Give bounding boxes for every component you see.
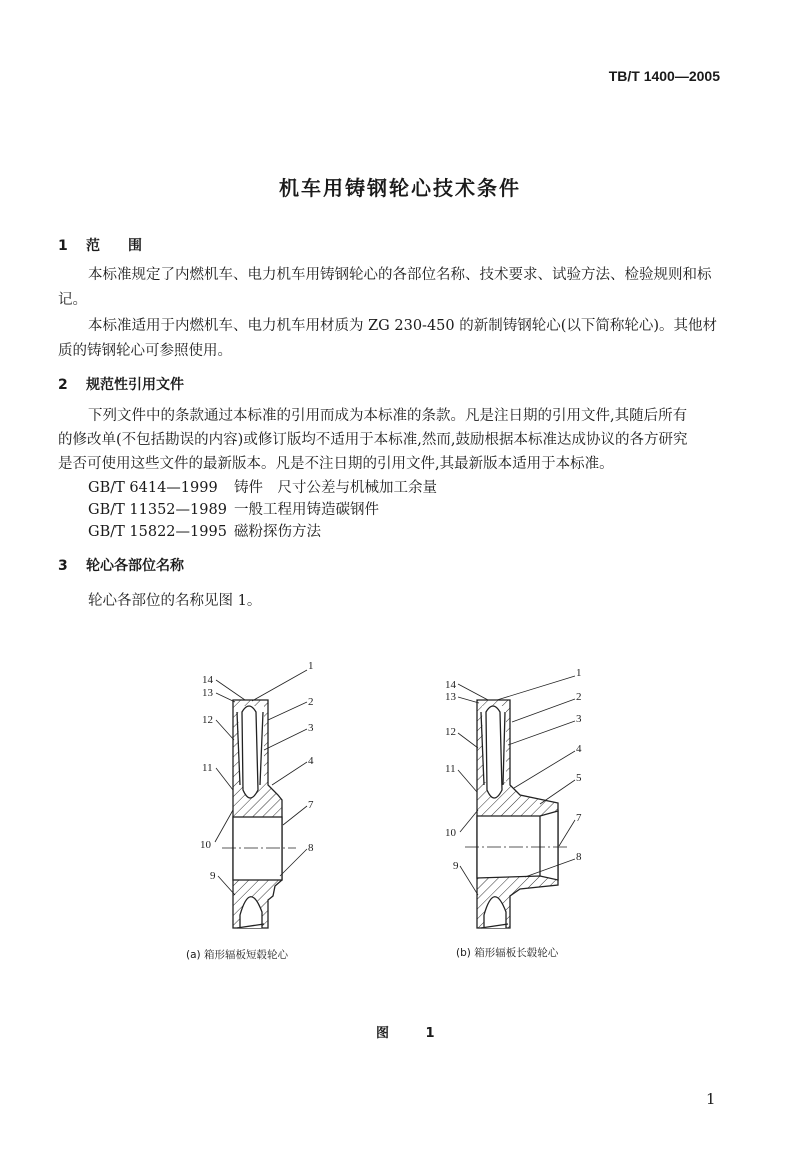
paragraph-line: 记。 (58, 292, 87, 308)
section-number: 1 (58, 238, 68, 254)
figure-a-caption: (a) 箱形辐板短毂轮心 (186, 949, 288, 961)
reference-code: GB/T 6414—1999 (88, 480, 218, 496)
part-label: 11 (445, 763, 456, 775)
paragraph-line: 是否可使用这些文件的最新版本。凡是不注日期的引用文件,其最新版本适用于本标准。 (58, 456, 614, 472)
part-label: 10 (445, 827, 456, 839)
part-label: 10 (200, 839, 211, 851)
wheel-center-b (465, 700, 570, 928)
paragraph-line: 轮心各部位的名称见图 1。 (88, 593, 262, 609)
reference-code: GB/T 15822—1995 (88, 524, 227, 540)
part-label: 9 (453, 860, 459, 872)
page-number: 1 (706, 1090, 716, 1108)
part-label: 13 (445, 691, 456, 703)
part-label: 11 (202, 762, 213, 774)
part-label: 1 (308, 660, 314, 672)
section-title: 轮心各部位名称 (86, 558, 184, 574)
part-label: 3 (576, 713, 582, 725)
part-label: 14 (445, 679, 456, 691)
standard-number: TB/T 1400—2005 (608, 68, 720, 84)
part-label: 7 (308, 799, 314, 811)
document-title: 机车用铸钢轮心技术条件 (279, 176, 521, 200)
section-number: 3 (58, 558, 68, 574)
paragraph-line: 本标准规定了内燃机车、电力机车用铸钢轮心的各部位名称、技术要求、试验方法、检验规则和标 (88, 267, 712, 283)
paragraph-line: 质的铸钢轮心可参照使用。 (58, 343, 232, 359)
part-label: 13 (202, 687, 213, 699)
part-label: 8 (576, 851, 582, 863)
figure-label: 图 1 (376, 1026, 451, 1041)
paragraph-line: 本标准适用于内燃机车、电力机车用材质为 ZG 230-450 的新制铸钢轮心(以下简称轮心)。其他材 (88, 318, 718, 334)
section-title: 规范性引用文件 (86, 377, 184, 393)
reference-name: 磁粉探伤方法 (234, 524, 321, 540)
part-label: 4 (308, 755, 314, 767)
wheel-center-a (222, 700, 296, 928)
part-label: 2 (308, 696, 314, 708)
part-label: 5 (576, 772, 582, 784)
section-number: 2 (58, 377, 68, 393)
reference-name: 铸件 尺寸公差与机械加工余量 (234, 480, 437, 496)
section-title: 范 围 (86, 238, 142, 254)
part-label: 7 (576, 812, 582, 824)
part-label: 9 (210, 870, 216, 882)
paragraph-line: 下列文件中的条款通过本标准的引用而成为本标准的条款。凡是注日期的引用文件,其随后所有 (88, 408, 688, 424)
part-label: 8 (308, 842, 314, 854)
reference-name: 一般工程用铸造碳钢件 (234, 502, 379, 518)
part-label: 1 (576, 667, 582, 679)
figure-b-caption: (b) 箱形辐板长毂轮心 (456, 947, 559, 959)
part-label: 14 (202, 674, 213, 686)
reference-code: GB/T 11352—1989 (88, 502, 227, 518)
part-label: 12 (202, 714, 213, 726)
part-label: 2 (576, 691, 582, 703)
part-label: 3 (308, 722, 314, 734)
part-label: 12 (445, 726, 456, 738)
paragraph-line: 的修改单(不包括勘误的内容)或修订版均不适用于本标准,然而,鼓励根据本标准达成协议的各方研究 (58, 432, 688, 448)
part-label: 4 (576, 743, 582, 755)
